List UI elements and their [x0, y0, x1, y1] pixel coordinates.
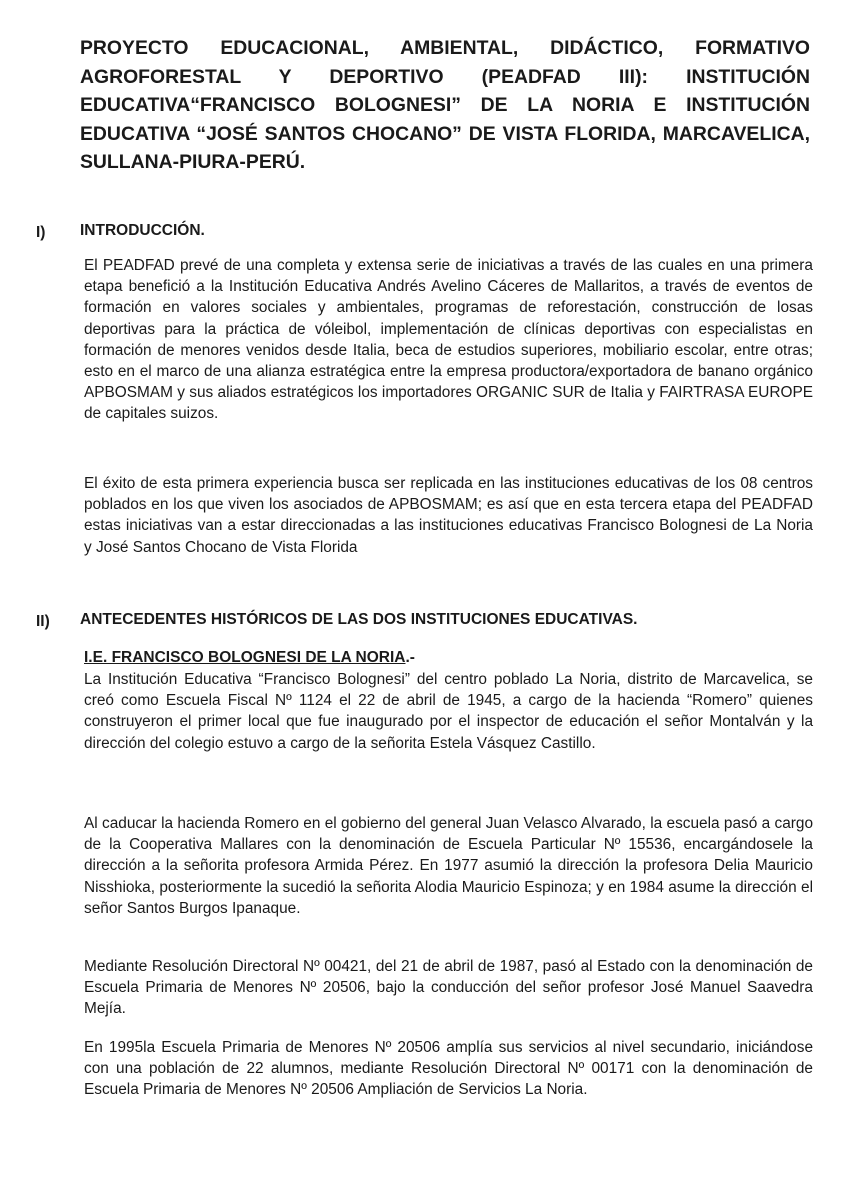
institution-subheading-suffix: .- [405, 649, 415, 666]
institution-subheading [84, 649, 415, 667]
section-2-paragraph-2: Al caducar la hacienda Romero en el gobierno del general Juan Velasco Alvarado, la escuela pasó a cargo de la Cooperativa Mallares con la denominación de Escuela Particular Nº 15536, encargándosele la dirección a la señorita profesora Armida Pérez. En 1977 asumió la dirección la profesora Delia Mauricio Nisshioka, posteriormente la sucedió la señorita Alodia Mauricio Espinoza; y en 1984 asume la dirección el señor Santos Burgos Ipanaque. [84, 815, 813, 917]
section-1-paragraph-1: El PEADFAD prevé de una completa y extensa serie de iniciativas a través de las cuales en una primera etapa benefició a la Institución Educativa Andrés Avelino Cáceres de Mallaritos, a través de eventos de formación en valores sociales y ambientales, programas de reforestación, construcción de losas deportivas para la práctica de vóleibol, implementación de clínicas deportivas con especialistas en formación de menores venidos desde Italia, beca de estudios superiores, mobiliario escolar, entre otras; esto en el marco de una alianza estratégica entre la empresa productora/exportadora de banano orgánico APBOSMAM y sus aliados estratégicos los importadores ORGANIC SUR de Italia y FAIRTRASA EUROPE de capitales suizos. [84, 257, 813, 423]
section-1-paragraph-2: El éxito de esta primera experiencia busca ser replicada en las instituciones educativas de los 08 centros poblados en los que viven los asociados de APBOSMAM; es así que en esta tercera etapa del PEADFAD estas iniciativas van a estar direccionadas a las instituciones educativas Francisco Bolognesi de La Noria y José Santos Chocano de Vista Florida [84, 475, 813, 556]
section-1-heading: INTRODUCCIÓN. [80, 222, 205, 239]
section-2-paragraph-4: En 1995la Escuela Primaria de Menores Nº 20506 amplía sus servicios al nivel secundario, iniciándose con una población de 22 alumnos, mediante Resolución Directoral Nº 00171 con la denominación de Escuela Primaria de Menores Nº 20506 Ampliación de Servicios La Noria. [84, 1039, 813, 1099]
section-2-number: II) [36, 613, 50, 630]
institution-subheading-text: I.E. FRANCISCO BOLOGNESI DE LA NORIA [84, 649, 406, 666]
section-2-heading: ANTECEDENTES HISTÓRICOS DE LAS DOS INSTITUCIONES EDUCATIVAS. [80, 611, 638, 628]
section-1-number: I) [36, 224, 46, 241]
document-title: PROYECTO EDUCACIONAL, AMBIENTAL, DIDÁCTICO, FORMATIVO AGROFORESTAL Y DEPORTIVO (PEADFAD III): INSTITUCIÓN EDUCATIVA“FRANCISCO BOLOGNESI” DE LA NORIA E INSTITUCIÓN EDUCATIVA “JOSÉ SANTOS CHOCANO” DE VISTA FLORIDA, MARCAVELICA, SULLANA-PIURA-PERÚ. [80, 37, 810, 174]
section-2-paragraph-3: Mediante Resolución Directoral Nº 00421, del 21 de abril de 1987, pasó al Estado con la denominación de Escuela Primaria de Menores Nº 20506, bajo la conducción del señor profesor José Manuel Saavedra Mejía. [84, 958, 813, 1018]
section-2-paragraph-1: La Institución Educativa “Francisco Bolognesi” del centro poblado La Noria, distrito de Marcavelica, se creó como Escuela Fiscal Nº 1124 el 22 de abril de 1945, a cargo de la hacienda “Romero” quienes construyeron el primer local que fue inaugurado por el inspector de educación el señor Montalván y la dirección del colegio estuvo a cargo de la señorita Estela Vásquez Castillo. [84, 671, 813, 752]
